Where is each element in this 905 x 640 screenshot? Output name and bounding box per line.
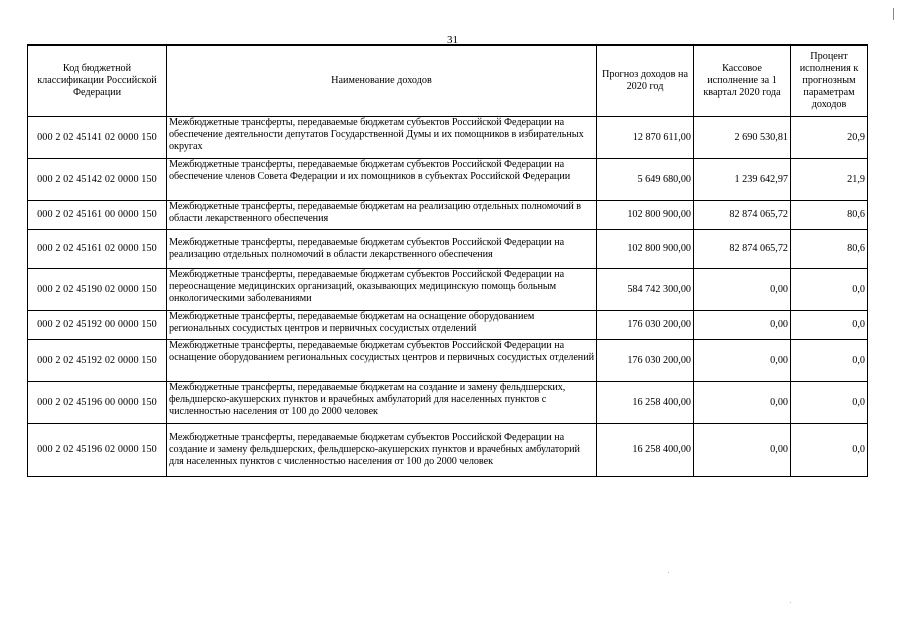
cell-percent: 0,0	[791, 340, 868, 382]
cell-name: Межбюджетные трансферты, передаваемые бюджетам субъектов Российской Федерации на создание и замену фельдшерских, фельдшерско-акушерских пунктов и врачебных амбулаторий для населенных пунктов с численностью населения от 100 до 2000 человек	[167, 424, 597, 477]
table-row	[28, 117, 868, 159]
cell-code: 000 2 02 45141 02 0000 150	[28, 117, 167, 159]
cell-forecast: 584 742 300,00	[597, 269, 694, 311]
scan-speck	[668, 572, 669, 573]
cell-execution: 82 874 065,72	[694, 230, 791, 269]
cell-code: 000 2 02 45161 02 0000 150	[28, 230, 167, 269]
cell-execution: 0,00	[694, 269, 791, 311]
cell-code: 000 2 02 45161 00 0000 150	[28, 201, 167, 230]
cell-code: 000 2 02 45196 02 0000 150	[28, 424, 167, 477]
cell-forecast: 102 800 900,00	[597, 201, 694, 230]
cell-forecast: 16 258 400,00	[597, 382, 694, 424]
table-row	[28, 201, 868, 230]
cell-forecast: 176 030 200,00	[597, 340, 694, 382]
cell-code: 000 2 02 45192 02 0000 150	[28, 340, 167, 382]
cell-name: Межбюджетные трансферты, передаваемые бюджетам субъектов Российской Федерации на обеспечение деятельности депутатов Государственной Думы и их помощников в избирательных округах	[167, 117, 597, 159]
cell-execution: 2 690 530,81	[694, 117, 791, 159]
header-code: Код бюджетной классификации Российской Федерации	[28, 45, 167, 117]
cell-execution: 0,00	[694, 311, 791, 340]
cell-forecast: 176 030 200,00	[597, 311, 694, 340]
header-forecast: Прогноз доходов на 2020 год	[597, 45, 694, 117]
page-number: 31	[447, 34, 458, 46]
cell-forecast: 16 258 400,00	[597, 424, 694, 477]
table-row	[28, 382, 868, 424]
cell-execution: 0,00	[694, 424, 791, 477]
cell-forecast: 5 649 680,00	[597, 159, 694, 201]
cell-execution: 1 239 642,97	[694, 159, 791, 201]
table-row	[28, 269, 868, 311]
cell-percent: 21,9	[791, 159, 868, 201]
cell-code: 000 2 02 45142 02 0000 150	[28, 159, 167, 201]
cell-execution: 82 874 065,72	[694, 201, 791, 230]
cell-percent: 0,0	[791, 311, 868, 340]
cell-name: Межбюджетные трансферты, передаваемые бюджетам на создание и замену фельдшерских, фельдшерско-акушерских пунктов и врачебных амбулаторий для населенных пунктов с численностью населения от 100 до 2000 человек	[167, 382, 597, 424]
header-name: Наименование доходов	[167, 45, 597, 117]
cell-percent: 0,0	[791, 424, 868, 477]
cell-code: 000 2 02 45196 00 0000 150	[28, 382, 167, 424]
cell-execution: 0,00	[694, 382, 791, 424]
cell-name: Межбюджетные трансферты, передаваемые бюджетам субъектов Российской Федерации на обеспечение членов Совета Федерации и их помощников в субъектах Российской Федерации	[167, 159, 597, 201]
cell-percent: 0,0	[791, 382, 868, 424]
cell-name: Межбюджетные трансферты, передаваемые бюджетам субъектов Российской Федерации на переоснащение медицинских организаций, оказывающих медицинскую помощь больным онкологическими заболеваниями	[167, 269, 597, 311]
table-header	[28, 45, 868, 117]
cell-name: Межбюджетные трансферты, передаваемые бюджетам на реализацию отдельных полномочий в области лекарственного обеспечения	[167, 201, 597, 230]
cell-name: Межбюджетные трансферты, передаваемые бюджетам субъектов Российской Федерации на реализацию отдельных полномочий в области лекарственного обеспечения	[167, 230, 597, 269]
scan-speck	[790, 602, 791, 603]
cell-percent: 80,6	[791, 201, 868, 230]
table-row	[28, 424, 868, 477]
revenue-table	[27, 44, 868, 477]
table-row	[28, 311, 868, 340]
scan-corner-mark	[893, 8, 894, 20]
header-row	[28, 45, 868, 117]
cell-name: Межбюджетные трансферты, передаваемые бюджетам субъектов Российской Федерации на оснащение оборудованием региональных сосудистых центров и первичных сосудистых отделений	[167, 340, 597, 382]
table-body	[28, 117, 868, 477]
table-row	[28, 230, 868, 269]
header-percent: Процент исполнения к прогнозным параметрам доходов	[791, 45, 868, 117]
cell-percent: 0,0	[791, 269, 868, 311]
cell-execution: 0,00	[694, 340, 791, 382]
cell-percent: 20,9	[791, 117, 868, 159]
cell-name: Межбюджетные трансферты, передаваемые бюджетам на оснащение оборудованием региональных сосудистых центров и первичных сосудистых отделений	[167, 311, 597, 340]
table-row	[28, 159, 868, 201]
cell-percent: 80,6	[791, 230, 868, 269]
cell-code: 000 2 02 45192 00 0000 150	[28, 311, 167, 340]
cell-forecast: 12 870 611,00	[597, 117, 694, 159]
header-execution: Кассовое исполнение за 1 квартал 2020 года	[694, 45, 791, 117]
table-row	[28, 340, 868, 382]
cell-forecast: 102 800 900,00	[597, 230, 694, 269]
cell-code: 000 2 02 45190 02 0000 150	[28, 269, 167, 311]
